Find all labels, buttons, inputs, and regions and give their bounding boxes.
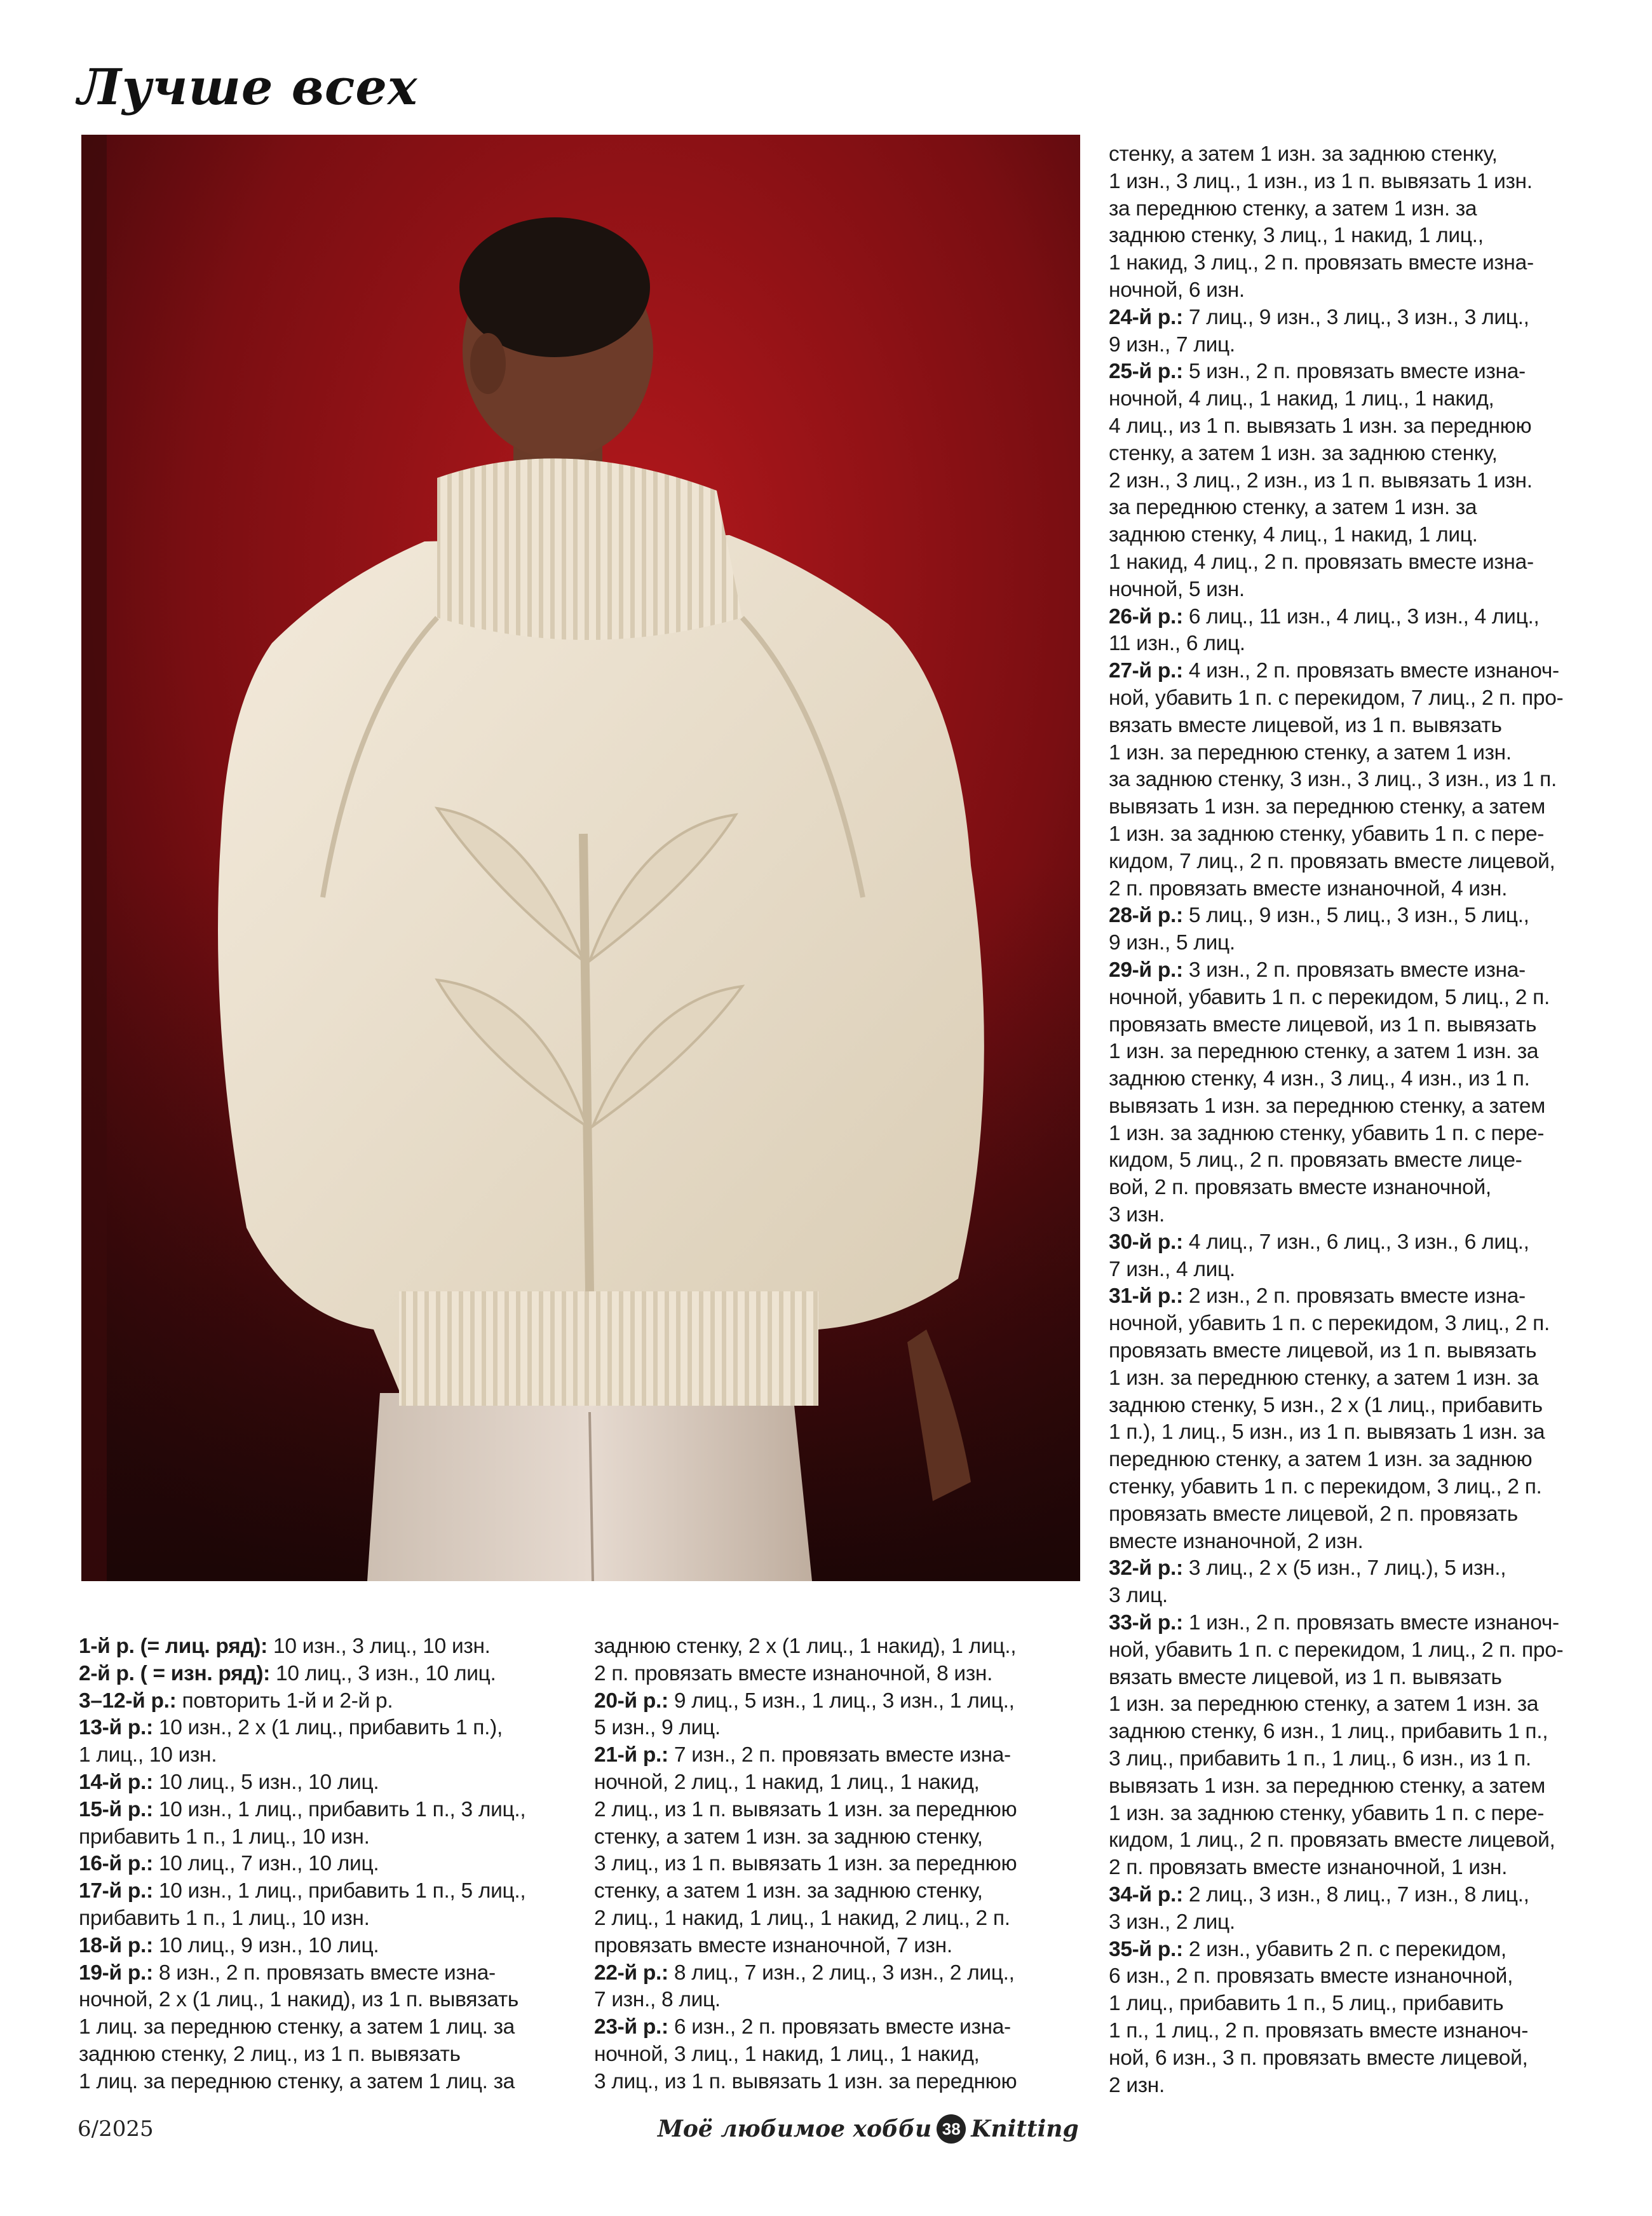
row-text: 8 изн., 2 п. провязать вместе изна-: [152, 1961, 496, 1985]
row-text: 11 изн., 6 лиц.: [1109, 632, 1245, 656]
row-text: 2 лиц., 3 изн., 8 лиц., 7 изн., 8 лиц.,: [1182, 1883, 1529, 1907]
instruction-line: [1109, 1174, 1630, 1202]
row-label: 19-й р.:: [79, 1961, 153, 1985]
row-label: 30-й р.:: [1109, 1230, 1183, 1254]
magazine-name: Моё любимое хобби: [658, 2116, 932, 2142]
row-text: 3 изн., 2 п. провязать вместе изна-: [1182, 958, 1526, 982]
instruction-line: [1109, 2018, 1630, 2045]
instruction-line: [1109, 413, 1630, 440]
row-text: 6 изн., 2 п. провязать вместе изнаночной,: [1109, 1964, 1513, 1988]
row-text: 7 изн., 8 лиц.: [594, 1988, 721, 2012]
model-in-sweater-image: [81, 135, 1080, 1581]
row-text: 4 лиц., 7 изн., 6 лиц., 3 изн., 6 лиц.,: [1182, 1230, 1529, 1254]
row-text: 1 изн. за переднюю стенку, а затем 1 изн. за: [1109, 1366, 1539, 1390]
row-text: ночной, 2 лиц., 1 накид, 1 лиц., 1 накид,: [594, 1770, 980, 1794]
row-label: 25-й р.:: [1109, 360, 1183, 384]
row-text: 1 изн. за переднюю стенку, а затем 1 изн. за: [1109, 1040, 1539, 1064]
row-text: вой, 2 п. провязать вместе изнаночной,: [1109, 1176, 1491, 1200]
row-text: 10 лиц., 5 изн., 10 лиц.: [152, 1770, 379, 1794]
instruction-line: [1109, 1582, 1630, 1610]
instruction-line: [1109, 740, 1630, 767]
instruction-line: [594, 1661, 1102, 1688]
instruction-line: [1109, 766, 1630, 794]
row-text: 1 накид, 4 лиц., 2 п. провязать вместе изна-: [1109, 550, 1534, 574]
instruction-line: [1109, 1882, 1630, 1909]
instruction-line: [1109, 1093, 1630, 1120]
row-label: 1-й р. (= лиц. ряд):: [79, 1635, 268, 1658]
row-text: ночной, 4 лиц., 1 накид, 1 лиц., 1 накид,: [1109, 387, 1494, 411]
instruction-line: [594, 1851, 1102, 1878]
row-label: 29-й р.:: [1109, 958, 1183, 982]
instruction-line: [79, 1905, 587, 1933]
instruction-line: [594, 1878, 1102, 1905]
page-number-badge: 38: [937, 2114, 966, 2144]
row-text: кидом, 1 лиц., 2 п. провязать вместе лицевой,: [1109, 1828, 1555, 1852]
instruction-line: [1109, 876, 1630, 903]
row-text: ночной, 2 х (1 лиц., 1 накид), из 1 п. вывязать: [79, 1988, 518, 2012]
instruction-line: [594, 1987, 1102, 2014]
instruction-line: [1109, 1664, 1630, 1692]
row-text: стенку, а затем 1 изн. за заднюю стенку,: [1109, 142, 1498, 166]
row-text: вязать вместе лицевой, из 1 п. вывязать: [1109, 713, 1502, 737]
row-label: 33-й р.:: [1109, 1611, 1183, 1635]
row-label: 13-й р.:: [79, 1716, 153, 1740]
row-text: 10 изн., 2 х (1 лиц., прибавить 1 п.),: [152, 1716, 503, 1740]
row-text: 1 изн., 2 п. провязать вместе изнаноч-: [1182, 1611, 1559, 1635]
row-text: ночной, 3 лиц., 1 накид, 1 лиц., 1 накид,: [594, 2042, 980, 2066]
row-text: ночной, убавить 1 п. с перекидом, 5 лиц., 2 п.: [1109, 985, 1550, 1009]
instructions-column-middle: [594, 1633, 1102, 2096]
instruction-line: [1109, 957, 1630, 984]
row-text: 1 изн. за заднюю стенку, убавить 1 п. с пере-: [1109, 1801, 1545, 1825]
row-text: 1 изн. за переднюю стенку, а затем 1 изн.: [1109, 740, 1512, 765]
instruction-line: [1109, 1691, 1630, 1718]
row-text: заднюю стенку, 2 х (1 лиц., 1 накид), 1 лиц.,: [594, 1635, 1017, 1658]
row-label: 24-й р.:: [1109, 305, 1183, 329]
instruction-line: [1109, 1746, 1630, 1773]
instruction-line: [1109, 522, 1630, 549]
sweater-photo: [81, 135, 1080, 1581]
row-text: 2 изн., 3 лиц., 2 изн., из 1 п. вывязать 1 изн.: [1109, 468, 1533, 493]
row-text: 10 изн., 1 лиц., прибавить 1 п., 5 лиц.,: [152, 1879, 526, 1903]
instruction-line: [1109, 1800, 1630, 1828]
instructions-column-left: [79, 1633, 587, 2096]
instruction-line: [1109, 494, 1630, 522]
row-text: провязать вместе лицевой, из 1 п. вывязать: [1109, 1012, 1537, 1037]
instruction-line: [594, 2069, 1102, 2096]
instruction-line: [594, 1633, 1102, 1661]
row-text: 1 лиц. за переднюю стенку, а затем 1 лиц. за: [79, 2069, 515, 2093]
instruction-line: [1109, 468, 1630, 495]
instruction-line: [1109, 1338, 1630, 1365]
instruction-line: [1109, 576, 1630, 604]
row-text: повторить 1-й и 2-й р.: [176, 1689, 393, 1713]
instruction-line: [1109, 2072, 1630, 2100]
instruction-line: [79, 1661, 587, 1688]
instruction-line: [1109, 1827, 1630, 1854]
instruction-line: [594, 1905, 1102, 1933]
instruction-line: [1109, 1610, 1630, 1637]
instruction-line: [594, 1715, 1102, 1742]
row-label: 20-й р.:: [594, 1689, 668, 1713]
instruction-line: [1109, 848, 1630, 876]
row-text: ночной, убавить 1 п. с перекидом, 3 лиц., 2 п.: [1109, 1312, 1550, 1336]
row-text: 5 изн., 9 лиц.: [594, 1716, 721, 1740]
instruction-line: [79, 1688, 587, 1715]
row-label: 22-й р.:: [594, 1961, 668, 1985]
instruction-line: [79, 2041, 587, 2069]
instruction-line: [79, 1715, 587, 1742]
row-text: 4 изн., 2 п. провязать вместе изнаноч-: [1182, 659, 1559, 683]
instruction-line: [594, 2014, 1102, 2041]
row-text: 9 изн., 5 лиц.: [1109, 931, 1235, 955]
row-text: вязать вместе лицевой, из 1 п. вывязать: [1109, 1665, 1502, 1689]
instruction-line: [1109, 930, 1630, 957]
row-text: 6 лиц., 11 изн., 4 лиц., 3 изн., 4 лиц.,: [1182, 604, 1540, 629]
instruction-line: [79, 1797, 587, 1824]
instruction-line: [1109, 1990, 1630, 2018]
issue-number: 6/2025: [78, 2116, 154, 2142]
instruction-line: [594, 1824, 1102, 1851]
instruction-line: [1109, 1147, 1630, 1174]
instruction-line: [1109, 332, 1630, 359]
instruction-line: [1109, 1066, 1630, 1093]
row-text: 2 изн.: [1109, 2073, 1165, 2097]
instruction-line: [79, 2014, 587, 2041]
row-text: заднюю стенку, 6 изн., 1 лиц., прибавить 1 п.,: [1109, 1720, 1548, 1744]
instruction-line: [1109, 1718, 1630, 1746]
row-text: прибавить 1 п., 1 лиц., 10 изн.: [79, 1906, 370, 1930]
row-label: 26-й р.:: [1109, 604, 1183, 629]
row-text: вместе изнаночной, 2 изн.: [1109, 1529, 1364, 1553]
row-text: ной, убавить 1 п. с перекидом, 1 лиц., 2 п. про-: [1109, 1638, 1564, 1662]
instruction-line: [1109, 1555, 1630, 1582]
instruction-line: [1109, 1120, 1630, 1148]
instruction-line: [79, 1824, 587, 1851]
instruction-line: [1109, 794, 1630, 821]
row-text: 3 лиц., из 1 п. вывязать 1 изн. за переднюю: [594, 2069, 1017, 2093]
row-text: 2 лиц., 1 накид, 1 лиц., 1 накид, 2 лиц., 2 п.: [594, 1906, 1010, 1930]
instruction-line: [1109, 1365, 1630, 1392]
magazine-footer: [658, 2114, 1079, 2144]
row-text: за переднюю стенку, а затем 1 изн. за: [1109, 196, 1477, 221]
row-text: 2 изн., убавить 2 п. с перекидом,: [1182, 1937, 1506, 1961]
instruction-line: [1109, 1501, 1630, 1528]
row-text: 8 лиц., 7 изн., 2 лиц., 3 изн., 2 лиц.,: [668, 1961, 1015, 1985]
row-text: 1 изн. за заднюю стенку, убавить 1 п. с пере-: [1109, 822, 1545, 846]
row-label: 27-й р.:: [1109, 659, 1183, 683]
row-text: 10 лиц., 7 изн., 10 лиц.: [152, 1852, 379, 1876]
instruction-line: [1109, 304, 1630, 332]
row-label: 31-й р.:: [1109, 1284, 1183, 1309]
instruction-line: [1109, 1637, 1630, 1664]
row-text: провязать вместе лицевой, 2 п. провязать: [1109, 1502, 1518, 1526]
section-name: Knitting: [971, 2116, 1079, 2142]
row-text: 3 изн., 2 лиц.: [1109, 1910, 1235, 1934]
instruction-line: [1109, 277, 1630, 304]
row-text: 3 изн.: [1109, 1203, 1165, 1227]
row-text: стенку, а затем 1 изн. за заднюю стенку,: [594, 1879, 983, 1903]
instruction-line: [1109, 1773, 1630, 1800]
instruction-line: [594, 2041, 1102, 2069]
instruction-line: [1109, 1963, 1630, 1990]
instruction-line: [1109, 549, 1630, 576]
instruction-line: [1109, 1310, 1630, 1338]
row-text: заднюю стенку, 4 изн., 3 лиц., 4 изн., из 1 п.: [1109, 1067, 1530, 1091]
instruction-line: [1109, 604, 1630, 631]
row-text: вывязать 1 изн. за переднюю стенку, а затем: [1109, 1774, 1545, 1798]
instruction-line: [79, 1960, 587, 1987]
instruction-line: [1109, 141, 1630, 168]
row-label: 15-й р.:: [79, 1797, 153, 1821]
instruction-line: [594, 1688, 1102, 1715]
instruction-line: [1109, 1528, 1630, 1556]
row-text: 9 изн., 7 лиц.: [1109, 332, 1235, 357]
instruction-line: [1109, 250, 1630, 277]
row-text: 2 п. провязать вместе изнаночной, 8 изн.: [594, 1661, 993, 1685]
row-text: кидом, 5 лиц., 2 п. провязать вместе лице-: [1109, 1148, 1522, 1173]
row-label: 35-й р.:: [1109, 1937, 1183, 1961]
instruction-line: [79, 1878, 587, 1905]
instruction-line: [79, 2069, 587, 2096]
row-text: за заднюю стенку, 3 изн., 3 лиц., 3 изн., из 1 п.: [1109, 768, 1557, 792]
instruction-line: [594, 1933, 1102, 1960]
row-text: 1 лиц., прибавить 1 п., 5 лиц., прибавить: [1109, 1992, 1504, 2016]
row-text: стенку, а затем 1 изн. за заднюю стенку,: [1109, 441, 1498, 465]
row-text: провязать вместе лицевой, из 1 п. вывязать: [1109, 1339, 1537, 1363]
instruction-line: [1109, 658, 1630, 685]
row-text: заднюю стенку, 5 изн., 2 х (1 лиц., прибавить: [1109, 1393, 1543, 1417]
instruction-line: [1109, 1419, 1630, 1446]
row-text: 6 изн., 2 п. провязать вместе изна-: [668, 2015, 1011, 2039]
instruction-line: [1109, 196, 1630, 223]
instruction-line: [1109, 712, 1630, 740]
row-text: 1 изн. за переднюю стенку, а затем 1 изн. за: [1109, 1692, 1539, 1716]
instruction-line: [594, 1960, 1102, 1987]
row-label: 32-й р.:: [1109, 1556, 1183, 1580]
row-text: 7 изн., 4 лиц.: [1109, 1257, 1235, 1281]
instruction-line: [1109, 358, 1630, 386]
instruction-line: [1109, 1256, 1630, 1284]
instruction-line: [1109, 222, 1630, 250]
instruction-line: [79, 1742, 587, 1769]
instruction-line: [79, 1633, 587, 1661]
row-text: 5 лиц., 9 изн., 5 лиц., 3 изн., 5 лиц.,: [1182, 904, 1529, 928]
instruction-line: [1109, 630, 1630, 658]
instruction-line: [79, 1987, 587, 2014]
row-text: заднюю стенку, 3 лиц., 1 накид, 1 лиц.,: [1109, 224, 1484, 248]
row-text: 7 лиц., 9 изн., 3 лиц., 3 изн., 3 лиц.,: [1182, 305, 1529, 329]
instruction-line: [1109, 1012, 1630, 1039]
instruction-line: [1109, 984, 1630, 1012]
page-title: Лучше всех: [78, 58, 418, 116]
row-text: переднюю стенку, а затем 1 изн. за заднюю: [1109, 1448, 1533, 1472]
row-text: 4 лиц., из 1 п. вывязать 1 изн. за переднюю: [1109, 414, 1532, 438]
row-text: 2 п. провязать вместе изнаночной, 1 изн.: [1109, 1856, 1508, 1880]
instruction-line: [1109, 1229, 1630, 1256]
row-label: 2-й р. ( = изн. ряд):: [79, 1661, 271, 1685]
row-label: 28-й р.:: [1109, 904, 1183, 928]
row-text: 1 п., 1 лиц., 2 п. провязать вместе изнаноч-: [1109, 2018, 1529, 2043]
row-text: 1 изн. за заднюю стенку, убавить 1 п. с пере-: [1109, 1121, 1545, 1145]
instruction-line: [1109, 386, 1630, 413]
row-text: 3 лиц., 2 х (5 изн., 7 лиц.), 5 изн.,: [1182, 1556, 1506, 1580]
row-text: 9 лиц., 5 изн., 1 лиц., 3 изн., 1 лиц.,: [668, 1689, 1015, 1713]
row-label: 17-й р.:: [79, 1879, 153, 1903]
row-text: вывязать 1 изн. за переднюю стенку, а затем: [1109, 795, 1545, 819]
row-label: 3–12-й р.:: [79, 1689, 177, 1713]
instruction-line: [1109, 1446, 1630, 1474]
row-label: 16-й р.:: [79, 1852, 153, 1876]
instruction-line: [1109, 440, 1630, 468]
row-text: 1 лиц., 10 изн.: [79, 1743, 217, 1767]
row-text: кидом, 7 лиц., 2 п. провязать вместе лицевой,: [1109, 849, 1555, 873]
row-text: 1 п.), 1 лиц., 5 изн., из 1 п. вывязать 1 изн. за: [1109, 1420, 1545, 1444]
row-text: 2 изн., 2 п. провязать вместе изна-: [1182, 1284, 1526, 1309]
row-text: 1 накид, 3 лиц., 2 п. провязать вместе изна-: [1109, 251, 1534, 275]
instruction-line: [1109, 902, 1630, 930]
instruction-line: [1109, 1474, 1630, 1501]
row-text: 10 изн., 3 лиц., 10 изн.: [267, 1635, 491, 1658]
row-label: 21-й р.:: [594, 1743, 668, 1767]
row-text: 2 лиц., из 1 п. вывязать 1 изн. за переднюю: [594, 1797, 1017, 1821]
row-label: 23-й р.:: [594, 2015, 668, 2039]
row-text: 2 п. провязать вместе изнаночной, 4 изн.: [1109, 876, 1508, 901]
instruction-line: [1109, 1283, 1630, 1310]
row-text: 10 лиц., 9 изн., 10 лиц.: [152, 1933, 379, 1957]
row-text: стенку, а затем 1 изн. за заднюю стенку,: [594, 1825, 983, 1849]
row-text: 3 лиц., из 1 п. вывязать 1 изн. за переднюю: [594, 1852, 1017, 1876]
row-text: ной, убавить 1 п. с перекидом, 7 лиц., 2 п. про-: [1109, 686, 1564, 710]
row-text: 10 изн., 1 лиц., прибавить 1 п., 3 лиц.,: [152, 1797, 526, 1821]
row-text: заднюю стенку, 2 лиц., из 1 п. вывязать: [79, 2042, 461, 2066]
instruction-line: [1109, 1936, 1630, 1964]
instruction-line: [1109, 1392, 1630, 1420]
row-label: 18-й р.:: [79, 1933, 153, 1957]
row-text: 5 изн., 2 п. провязать вместе изна-: [1182, 360, 1526, 384]
row-text: 1 изн., 3 лиц., 1 изн., из 1 п. вывязать 1 изн.: [1109, 169, 1533, 193]
instruction-line: [1109, 1909, 1630, 1936]
instruction-line: [594, 1742, 1102, 1769]
row-text: ночной, 5 изн.: [1109, 577, 1245, 601]
row-text: 10 лиц., 3 изн., 10 лиц.: [270, 1661, 496, 1685]
row-text: заднюю стенку, 4 лиц., 1 накид, 1 лиц.: [1109, 523, 1478, 547]
instruction-line: [1109, 168, 1630, 196]
instruction-line: [79, 1851, 587, 1878]
row-text: ночной, 6 изн.: [1109, 278, 1245, 302]
instruction-line: [79, 1933, 587, 1960]
row-text: за переднюю стенку, а затем 1 изн. за: [1109, 496, 1477, 520]
row-text: 3 лиц., прибавить 1 п., 1 лиц., 6 изн., из 1 п.: [1109, 1747, 1531, 1771]
row-text: вывязать 1 изн. за переднюю стенку, а затем: [1109, 1094, 1545, 1118]
instruction-line: [79, 1769, 587, 1797]
row-text: 1 лиц. за переднюю стенку, а затем 1 лиц. за: [79, 2015, 515, 2039]
row-text: 7 изн., 2 п. провязать вместе изна-: [668, 1743, 1011, 1767]
instruction-line: [1109, 685, 1630, 712]
instruction-line: [594, 1797, 1102, 1824]
instruction-line: [1109, 821, 1630, 848]
row-text: стенку, убавить 1 п. с перекидом, 3 лиц., 2 п.: [1109, 1475, 1542, 1499]
instructions-column-right: [1109, 141, 1630, 2099]
row-text: прибавить 1 п., 1 лиц., 10 изн.: [79, 1825, 370, 1849]
instruction-line: [1109, 2045, 1630, 2072]
instruction-line: [1109, 1038, 1630, 1066]
row-label: 34-й р.:: [1109, 1883, 1183, 1907]
instruction-line: [1109, 1202, 1630, 1229]
instruction-line: [1109, 1854, 1630, 1882]
row-text: 3 лиц.: [1109, 1584, 1168, 1608]
row-label: 14-й р.:: [79, 1770, 153, 1794]
row-text: ной, 6 изн., 3 п. провязать вместе лицевой,: [1109, 2046, 1528, 2070]
row-text: провязать вместе изнаночной, 7 изн.: [594, 1933, 952, 1957]
instruction-line: [594, 1769, 1102, 1797]
